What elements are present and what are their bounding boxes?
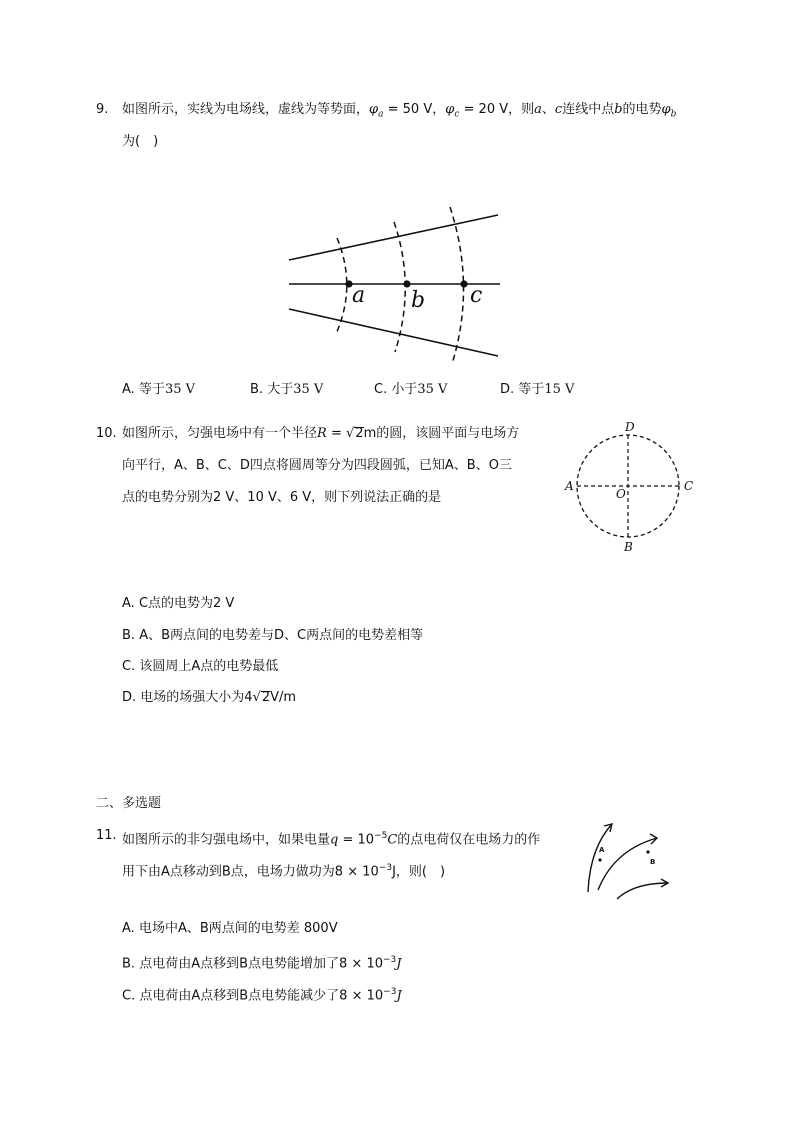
label-B: B <box>650 858 656 866</box>
field-curve-2 <box>598 838 657 890</box>
q10-option-a[interactable]: A. C点的电势为2 V <box>122 596 235 611</box>
q10-option-b[interactable]: B. A、B两点间的电势差与D、C两点间的电势差相等 <box>122 628 424 643</box>
field-curve-3 <box>617 883 668 899</box>
q10-option-c[interactable]: C. 该圆周上A点的电势最低 <box>122 659 279 674</box>
q11-option-a[interactable]: A. 电场中A、B两点间的电势差 800V <box>122 921 338 936</box>
label-A: A <box>565 479 574 493</box>
label-B: B <box>624 540 633 554</box>
label-b: b <box>411 288 426 313</box>
section-title-multiple-choice: 二、多选题 <box>96 796 162 811</box>
point-A-dot <box>598 858 601 861</box>
q9-option-d[interactable]: D. 等于15 V <box>500 382 575 397</box>
label-a: a <box>352 283 366 308</box>
q11-stem-line2: 用下由A点移动到B点，电场力做功为$8 \times 10^{-3}J$，则( ) <box>122 863 446 880</box>
q9-option-a[interactable]: A. 等于35 V <box>122 382 196 397</box>
q9-stem-text: 如图所示，实线为电场线，虚线为等势面， <box>122 102 370 117</box>
label-O: O <box>616 487 626 501</box>
label-A: A <box>599 846 605 854</box>
q9-option-c[interactable]: C. 小于35 V <box>374 382 448 397</box>
point-B-dot <box>646 850 649 853</box>
q11-stem-line1: 如图所示的非匀强电场中，如果电量$q = 10^{-5}C$的点电荷仅在电场力的作 <box>122 831 541 848</box>
label-D: D <box>625 420 635 434</box>
q10-option-d[interactable]: D. 电场的场强大小为4√2V/m <box>122 690 297 705</box>
q10-stem-line3: 点的电势分别为2 V、10 V、6 V，则下列说法正确的是 <box>122 490 442 505</box>
q11-option-b[interactable]: B. 点电荷由A点移到B点电势能增加了$8 \times 10^{-3}J$ <box>122 955 402 972</box>
label-C: C <box>684 479 694 493</box>
q11-option-c[interactable]: C. 点电荷由A点移到B点电势能减少了$8 \times 10^{-3}J$ <box>122 987 402 1004</box>
q11-number: 11. <box>96 828 117 843</box>
q9-stem-line1: 如图所示，实线为电场线，虚线为等势面，$\varphi_a = 50$ V，$\varphi_c = 20$ V，则a、c连线中点b的电势$\varphi_b$ <box>122 102 677 120</box>
field-curve-1 <box>588 824 612 892</box>
q9-number: 9. <box>96 102 109 117</box>
q10-stem-line1: 如图所示，匀强电场中有一个半径R = √2m的圆，该圆平面与电场方 <box>122 426 520 441</box>
label-c: c <box>470 283 483 308</box>
q9-option-b[interactable]: B. 大于35 V <box>250 382 324 397</box>
q10-stem-line2: 向平行，A、B、C、D四点将圆周等分为四段圆弧，已知A、B、O三 <box>122 458 512 473</box>
q10-number: 10. <box>96 426 117 441</box>
q9-stem-line2: 为( ) <box>122 134 159 149</box>
